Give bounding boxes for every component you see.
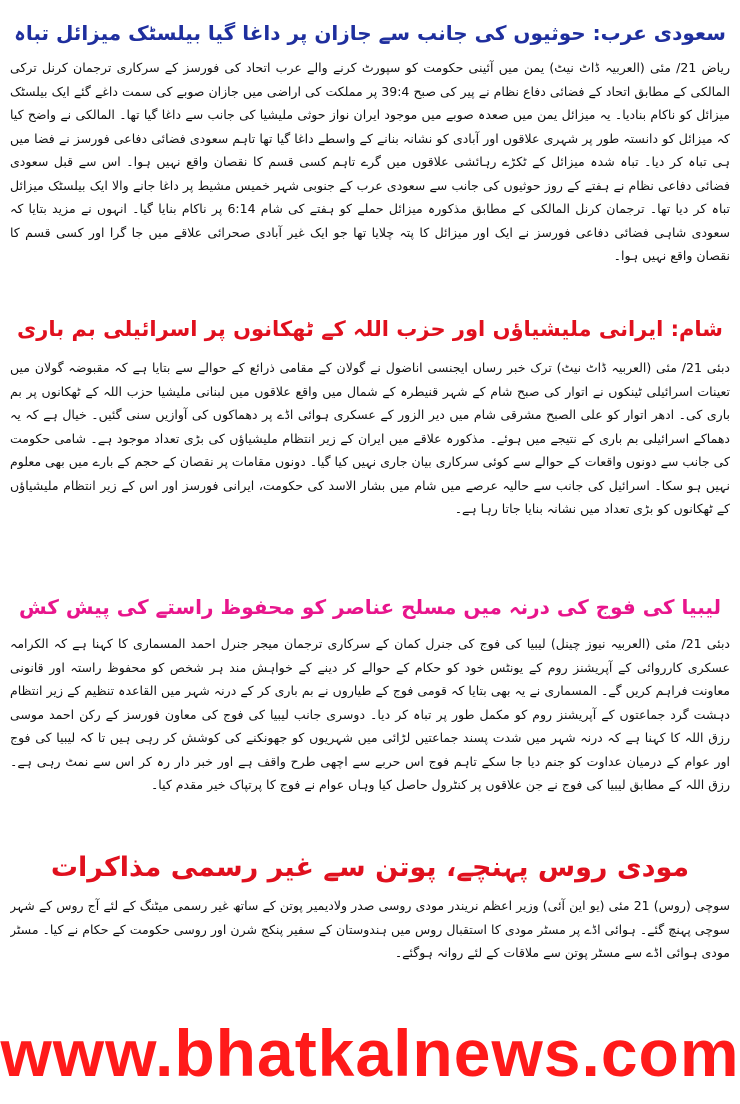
site-url-banner: www.bhatkalnews.com	[0, 1016, 740, 1090]
article-body: دبئی 21/ مئی (العربیہ ڈاٹ نیٹ) ترک خبر رساں ایجنسی اناضول نے گولان کے مقامی ذرائع کے حوالے سے بتایا ہے کہ مقبوضہ گولان میں تعینات اسرائیلی ٹینکوں نے اتوار کی صبح شام کے شہر قنیطرہ کے شمال میں واقع علاقوں میں لبنانی ملیشیا حزب اللہ کے ٹھکانوں پر بم باری کی۔ ادھر اتوار کو علی الصبح مشرقی شام میں دیر الزور کے عسکری ہوائی اڈے پر دھماکوں کی آوازیں سنی گئیں۔ خیال ہے کہ یہ دھماکے اسرائیلی بم باری کے نتیجے میں ہوئے۔ مذکورہ علاقے میں ایران کے زیر انتظام ملیشیاؤں کی بڑی تعداد موجود ہے۔ شامی حکومت کی جانب سے دونوں واقعات کے حوالے سے کوئی سرکاری بیان جاری نہیں کیا گیا۔ دونوں مقامات پر نقصان کے حجم کے بارے میں بھی معلوم نہیں ہو سکا۔ اسرائیل کی جانب سے حالیہ عرصے میں شام میں بشار الاسد کی حکومت، ایرانی فورسز اور اس کے زیر انتظام ملیشیاؤں کے ٹھکانوں کو بڑی تعداد میں نشانہ بنایا جاتا رہا ہے۔	[10, 360, 730, 516]
article-body: سوچی (روس) 21 مئی (یو این آئی) وزیر اعظم نریندر مودی روسی صدر ولادیمیر پوتن کے ساتھ غیر رسمی میٹنگ کے لئے آج روس کے شہر سوچی پہنچ گئے۔ ہوائی اڈے پر مسٹر مودی کا استقبال روس میں ہندوستان کے سفیر پنکج شرن اور روسی حکومت کے حکام نے کیا۔ مسٹر مودی ہوائی اڈے سے مسٹر پوتن سے ملاقات کے لئے روانہ ہوگئے۔	[10, 898, 730, 960]
article-saudi-missile	[10, 0, 730, 278]
article-syria-strikes	[10, 302, 730, 556]
article-headline: شام: ایرانی ملیشیاؤں اور حزب اللہ کے ٹھکانوں پر اسرائیلی بم باری	[17, 317, 723, 341]
article-headline: مودی روس پہنچے، پوتن سے غیر رسمی مذاکرات	[50, 852, 690, 883]
article-modi-russia	[10, 842, 730, 968]
article-headline: لیبیا کی فوج کی درنہ میں مسلح عناصر کو محفوظ راستے کی پیش کش	[18, 595, 722, 619]
article-libya-derna	[10, 582, 730, 822]
article-body: ریاض 21/ مئی (العربیہ ڈاٹ نیٹ) یمن میں آئینی حکومت کو سپورٹ کرنے والے عرب اتحاد کی فورسز کے سرکاری ترجمان کرنل ترکی المالکی کے مطابق اتحاد کے فضائی دفاع نظام نے پیر کی صبح 39:4 پر مملکت کی اراضی میں جازان صوبے کی سمت داغے گئے ایک بیلسٹک میزائل کو ناکام بنادیا۔ یہ میزائل یمن میں صعدہ صوبے میں موجود ایران نواز حوثی ملیشیا کی جانب سے داغا گیا تھا۔ المالکی نے واضح کیا کہ میزائل کو دانستہ طور پر شہری علاقوں اور آبادی کو نشانہ بنانے کے واسطے داغا گیا تھا تاہم سعودی فضائی دفاعی فورسز نے فضا میں ہی تباہ کر دیا۔ تباہ شدہ میزائل کے ٹکڑے رہائشی علاقوں میں گرے تاہم کسی قسم کا نقصان واقع نہیں ہوا۔ اس سے قبل سعودی فضائی دفاعی نظام نے ہفتے کے روز حوثیوں کی جانب سے سعودی عرب کے جنوبی شہر خمیس مشیط پر داغا جانے والا ایک بیلسٹک میزائل تباہ کر دیا تھا۔ ترجمان کرنل المالکی کے مطابق مذکورہ میزائل حملے کو ہفتے کی شام 6:14 پر ناکام بنایا گیا۔ انہوں نے مزید بتایا کہ سعودی شاہی فضائی دفاعی فورسز نے ایک اور میزائل کا پتہ چلایا تھا جو ایک غیر آبادی صحرائی علاقے میں جا گرا اور کسی قسم کا نقصان واقع نہیں ہوا۔	[10, 60, 730, 263]
article-headline: سعودی عرب: حوثیوں کی جانب سے جازان پر داغا گیا بیلسٹک میزائل تباہ	[14, 21, 726, 45]
article-body: دبئی 21/ مئی (العربیہ نیوز چینل) لیبیا کی فوج کی جنرل کمان کے سرکاری ترجمان میجر جنرل احمد المسماری کا کہنا ہے کہ الکرامہ عسکری کارروائی کے آپریشنز روم کے یونٹس خود کو حکام کے حوالے کر دینے کے خواہش مند ہر شخص کو محفوظ راستہ اور قانونی معاونت فراہم کریں گے۔ المسماری نے یہ بھی بتایا کہ قومی فوج کے طیاروں نے بم باری کر کے درنہ شہر میں القاعدہ تنظیم کے زیر انتظام دہشت گرد جماعتوں کے آپریشنز روم کو مکمل طور پر تباہ کر دیا۔ دوسری جانب لیبیا کی فوج کی معاون فورسز کے رکن احمد موسی رزق اللہ کا کہنا ہے کہ درنہ شہر میں شدت پسند جماعتیں لڑائی میں شہریوں کو جھونکنے کی کوشش کر رہی ہیں تا کہ لیبیا کی فوج اور عوام کے درمیان عداوت کو جنم دیا جا سکے تاہم فوج اس حربے سے اچھی طرح واقف ہے اور خبر دار رہ کر اس سے نمٹ رہی ہے۔ رزق اللہ کے مطابق لیبیا کی فوج نے جن علاقوں پر کنٹرول حاصل کیا وہاں عوام نے فوج کا پرتپاک خیر مقدم کیا۔	[10, 636, 730, 792]
